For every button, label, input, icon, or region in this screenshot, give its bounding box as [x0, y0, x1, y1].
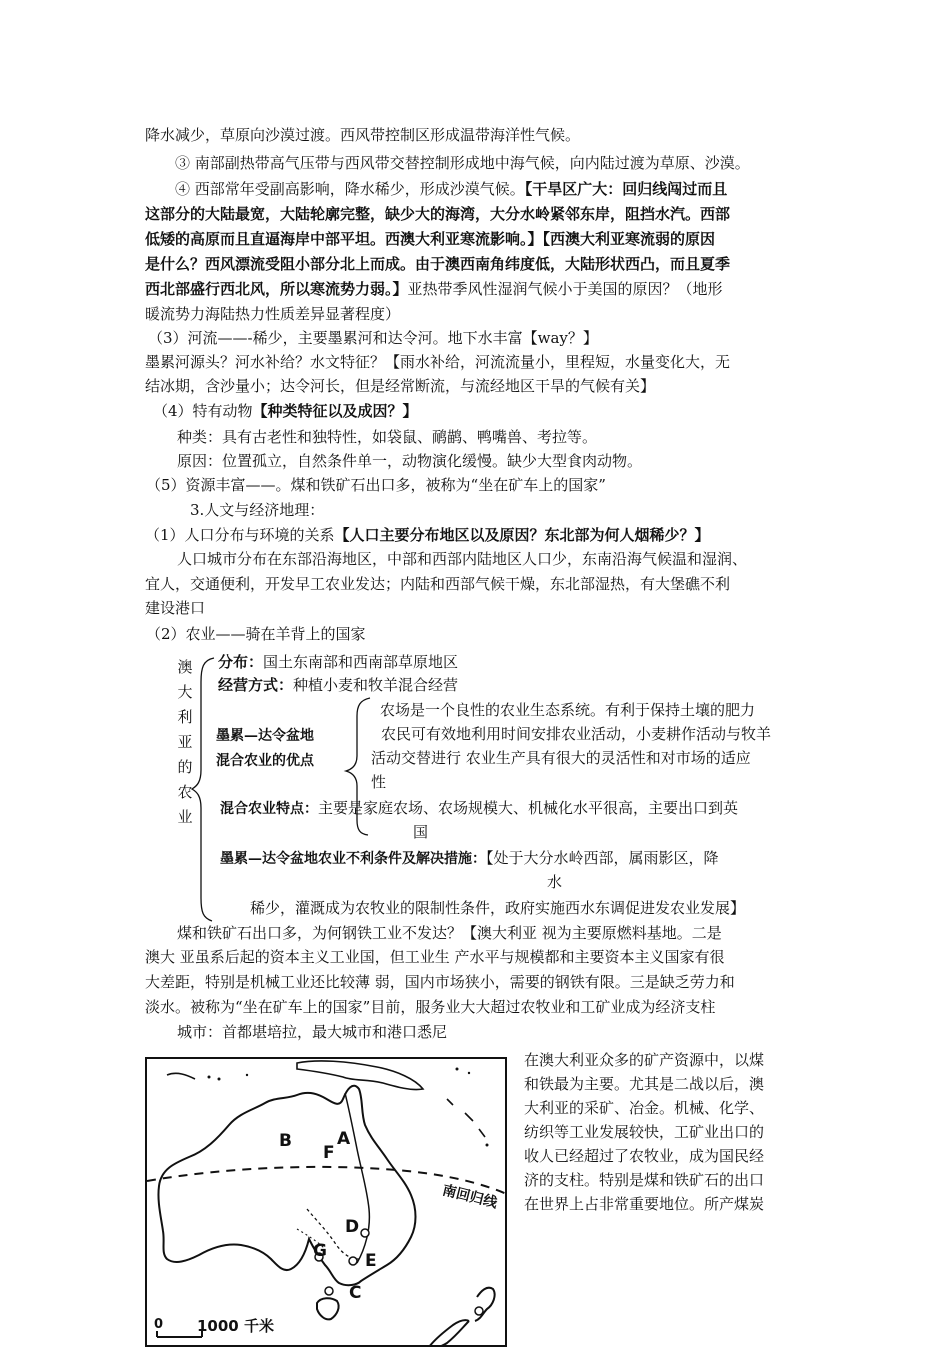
- text-line: 结冰期，含沙量小；达令河长，但是经常断流，与流经地区干旱的气候有关】: [145, 377, 656, 395]
- text-line: 墨累河源头？河水补给？水文特征？【雨水补给，河流流量小，里程短，水量变化大，无: [145, 353, 731, 371]
- text-line: 人口城市分布在东部沿海地区，中部和西部内陆地区人口少，东南沿海气候温和湿润、: [177, 550, 748, 568]
- city-marker: [361, 1229, 369, 1237]
- jingying-text: 种植小麦和牧羊混合经营: [293, 676, 459, 694]
- new-zealand-outline: [429, 1288, 495, 1347]
- tedian-text: 主要是家庭农场、农场规模大、机械化水平很高，主要出口到英: [318, 799, 739, 817]
- bold-line: 这部分的大陆最宽，大陆轮廓完整，缺少大的海湾，大分水岭紧邻东岸，阻挡水汽。西部: [145, 205, 731, 223]
- text-line: 建设港口: [145, 599, 206, 617]
- buli-label: 墨累—达令盆地农业不利条件及解决措施：: [220, 851, 486, 867]
- text-line: 澳大 亚虽系后起的资本主义工业国，但工业生 产水平与规模都和主要资本主义国家有很: [145, 948, 725, 966]
- advantage-line: 活动交替进行 农业生产具有很大的灵活性和对市场的适应: [371, 749, 751, 767]
- title-char: 的: [177, 758, 193, 776]
- scale-label: 1000 千米: [197, 1317, 274, 1335]
- bold-segment: 【种类特征以及成因？】: [252, 402, 418, 420]
- tropic-label: 南回归线: [440, 1182, 499, 1212]
- tedian-line: [220, 797, 738, 820]
- island-dot: [218, 1078, 221, 1081]
- city-marker: [325, 1287, 333, 1295]
- text-line: 种类：具有古老性和独特性，如袋鼠、鸸鹋、鸭嘴兽、考拉等。: [177, 428, 598, 446]
- island-dot: [208, 1076, 211, 1079]
- map-label-f: F: [323, 1143, 335, 1163]
- island-outline: [167, 1073, 485, 1137]
- map-label-b: B: [279, 1131, 292, 1151]
- island-dot: [246, 1074, 248, 1076]
- island-dot: [468, 1072, 470, 1074]
- title-char: 农: [177, 783, 193, 801]
- text-line: （3）河流——-稀少，主要墨累河和达令河。地下水丰富【way？】: [148, 329, 598, 347]
- title-char: 亚: [177, 733, 193, 751]
- bold-segment: 西北部盛行西北风，所以寒流势力弱。】: [145, 280, 408, 298]
- text-line: 原因：位置孤立，自然条件单一，动物演化缓慢。缺少大型食肉动物。: [177, 452, 643, 470]
- text-segment: 亚热带季风性湿润气候小于美国的原因？（地形: [407, 280, 723, 298]
- jingying-label: 经营方式：: [218, 676, 294, 694]
- advantage-line: 农民可有效地利用时间安排农业活动，小麦耕作活动与牧羊: [381, 725, 772, 743]
- city-marker: [349, 1257, 357, 1265]
- title-char: 利: [177, 708, 193, 726]
- fenbu-text: 国土东南部和西南部草原地区: [263, 653, 459, 671]
- buli-line: 水: [547, 873, 563, 891]
- text-line: 降水减少，草原向沙漠过渡。西风带控制区形成温带海洋性气候。: [145, 126, 581, 144]
- advantage-label: 墨累—达令盆地: [216, 728, 314, 744]
- australia-map: [145, 1057, 509, 1347]
- fenbu-label: 分布：: [218, 653, 264, 671]
- side-text-line: 收人已经超过了农牧业，成为国民经: [524, 1147, 765, 1165]
- map-label-e: E: [365, 1251, 377, 1271]
- side-text-line: 济的支柱。特别是煤和铁矿石的出口: [524, 1171, 765, 1189]
- fenbu-line: [218, 651, 458, 673]
- map-label-a: A: [337, 1129, 351, 1149]
- map-frame: [145, 1057, 507, 1347]
- city-marker: [475, 1307, 483, 1315]
- text-segment: （4）特有动物: [153, 402, 253, 420]
- tasmania-outline: [317, 1298, 339, 1319]
- title-char: 大: [177, 683, 193, 701]
- text-line: 宜人，交通便利，开发早工农业发达；内陆和西部气候干燥，东北部湿热，有大堡礁不利: [145, 575, 731, 593]
- bold-line: 低矮的高原而且直逼海岸中部平坦。西澳大利亚寒流影响。】【西澳大利亚寒流弱的原因: [145, 230, 716, 248]
- side-text-line: 纺织等工业发展较快，工矿业出口的: [524, 1123, 765, 1141]
- side-text-line: 在世界上占非常重要地位。所产煤炭: [524, 1195, 765, 1213]
- new-guinea-outline: [297, 1061, 423, 1090]
- text-segment: （1）人口分布与环境的关系: [145, 526, 335, 544]
- map-drawing: [147, 1059, 507, 1347]
- title-char: 业: [177, 808, 193, 826]
- island-dot: [456, 1068, 459, 1071]
- text-line: ③ 南部副热带高气压带与西风带交替控制形成地中海气候，向内陆过渡为草原、沙漠。: [175, 154, 750, 172]
- text-line: （2）农业——骑在羊背上的国家: [146, 625, 366, 643]
- text-line: 淡水。被称为“坐在矿车上的国家”目前，服务业大大超过农牧业和工矿业成为经济支柱: [145, 998, 716, 1016]
- bold-line: 是什么？西风漂流受阻小部分北上而成。由于澳西南角纬度低，大陆形状西凸，而且夏季: [145, 255, 731, 273]
- tedian-label: 混合农业特点：: [220, 801, 318, 817]
- jingying-line: [218, 674, 458, 696]
- map-label-d: D: [345, 1217, 360, 1237]
- side-text-line: 大利亚的采矿、冶金。机械、化学、: [524, 1099, 765, 1117]
- big-brace: [192, 658, 214, 921]
- text-segment: ④ 西部常年受副高影响，降水稀少，形成沙漠气候。: [175, 180, 525, 198]
- text-line: 暖流势力海陆热力性质差异显著程度）: [145, 305, 401, 323]
- buli-line: [220, 847, 719, 870]
- island-dot: [486, 1144, 489, 1147]
- map-label-g: G: [313, 1241, 327, 1261]
- section-heading: 3.人文与经济地理：: [190, 501, 325, 519]
- text-line: 大差距，特别是机械工业还比较薄 弱，国内市场狭小，需要的钢铁有限。三是缺乏劳力和: [145, 973, 735, 991]
- australia-outline: [158, 1086, 415, 1285]
- title-char: 澳: [177, 658, 193, 676]
- buli-text: 【处于大分水岭西部，属雨影区，降: [486, 849, 719, 867]
- advantage-line: 性: [371, 773, 387, 791]
- buli-line: 稀少，灌溉成为农牧业的限制性条件，政府实施西水东调促进发农业发展】: [250, 899, 746, 917]
- side-text-line: 在澳大利亚众多的矿产资源中，以煤: [524, 1051, 765, 1069]
- text-line: 煤和铁矿石出口多，为何钢铁工业不发达？【澳大利亚 视为主要原燃料基地。二是: [177, 924, 722, 942]
- text-line: 城市：首都堪培拉，最大城市和港口悉尼: [177, 1023, 448, 1041]
- advantage-label: 混合农业的优点: [216, 753, 314, 769]
- scale-zero: 0: [154, 1317, 164, 1332]
- tedian-line: 国: [413, 823, 429, 841]
- advantage-line: 农场是一个良性的农业生态系统。有利于保持土壤的肥力: [380, 701, 756, 719]
- bold-segment: 【人口主要分布地区以及原因？东北部为何人烟稀少？】: [334, 526, 710, 544]
- side-text-line: 和铁最为主要。尤其是二战以后，澳: [524, 1075, 765, 1093]
- text-line: （5）资源丰富——。煤和铁矿石出口多，被称为“坐在矿车上的国家”: [146, 476, 606, 494]
- bold-segment: 【干旱区广大：回归线闯过而且: [524, 180, 728, 198]
- map-label-c: C: [349, 1283, 362, 1303]
